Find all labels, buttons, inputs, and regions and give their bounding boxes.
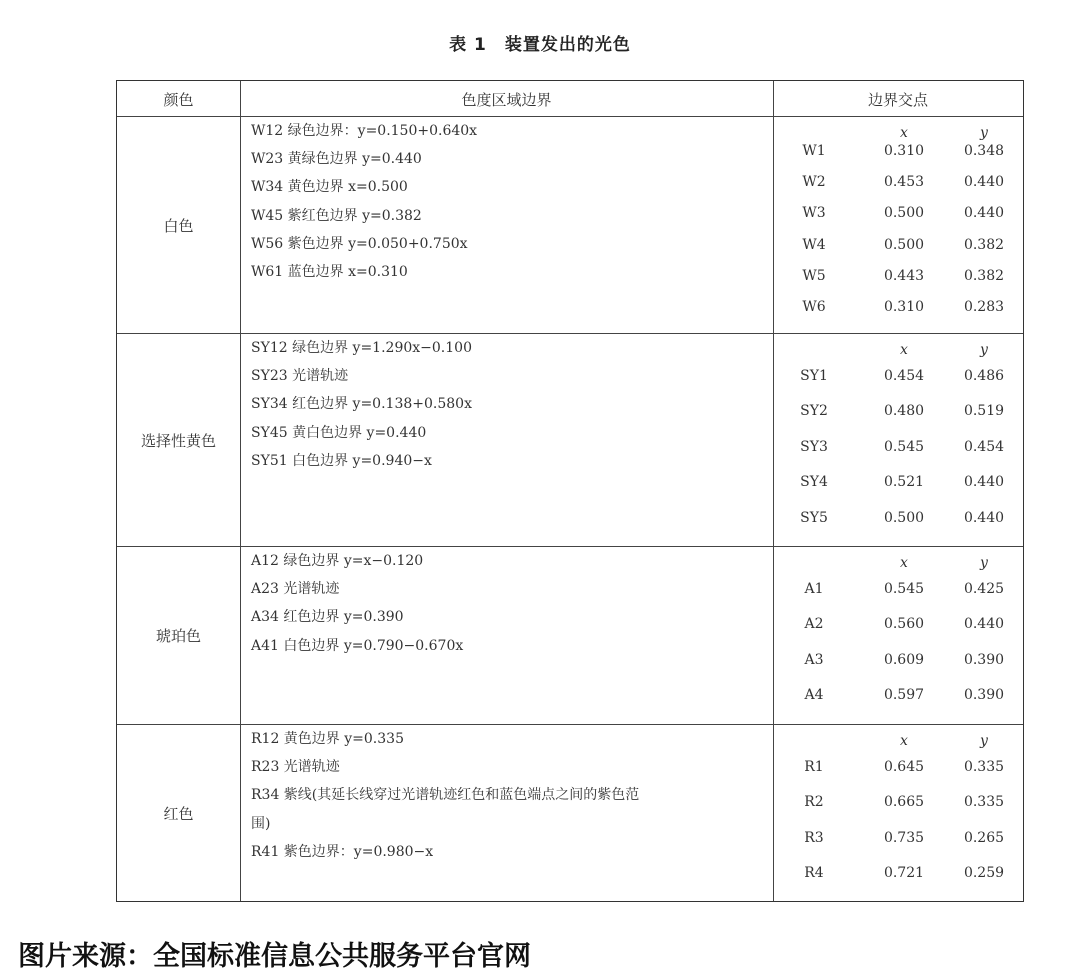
boundary-line: W23 黄绿色边界 y=0.440 (251, 151, 422, 168)
point-row (774, 685, 1024, 705)
point-x-value: 0.453 (883, 174, 925, 191)
point-x-value: 0.310 (883, 299, 925, 315)
boundary-line: SY51 白色边界 y=0.940−x (251, 452, 432, 469)
boundary-line: A34 红色边界 y=0.390 (251, 609, 404, 626)
point-id: W4 (802, 236, 826, 253)
axis-x-label: x (900, 125, 908, 141)
point-y-value: 0.382 (963, 267, 1005, 284)
point-row (774, 650, 1024, 670)
boundary-line: W45 紫红色边界 y=0.382 (251, 207, 422, 224)
header-intersection: 边界交点 (867, 91, 928, 109)
point-y-value: 0.440 (963, 616, 1005, 633)
boundary-line: W61 蓝色边界 x=0.310 (251, 263, 408, 280)
point-y-value: 0.382 (963, 236, 1005, 253)
point-y-value: 0.425 (963, 581, 1005, 597)
boundary-line: A12 绿色边界 y=x−0.120 (251, 553, 424, 569)
color-name-cell: 选择性黄色 (140, 431, 216, 450)
point-row (774, 172, 1024, 192)
color-name-cell: 红色 (163, 804, 194, 823)
point-x-value: 0.645 (883, 759, 925, 775)
point-y-value: 0.486 (963, 368, 1005, 384)
point-id: A4 (804, 687, 824, 704)
image-source-caption: 图片来源：全国标准信息公共服务平台官网 (18, 941, 531, 972)
boundary-line: W34 黄色边界 x=0.500 (251, 179, 408, 196)
point-y-value: 0.440 (963, 474, 1005, 491)
point-row (774, 366, 1024, 386)
color-boundary-table (116, 80, 1024, 902)
point-y-value: 0.265 (963, 829, 1005, 846)
boundary-list (251, 725, 771, 866)
table-title: 表 1 装置发出的光色 (449, 35, 631, 55)
point-y-value: 0.440 (963, 174, 1005, 191)
header-color: 颜色 (163, 91, 194, 109)
point-x-value: 0.721 (883, 865, 925, 882)
point-id: R2 (804, 794, 824, 811)
axis-header-row (774, 731, 1024, 751)
point-id: W3 (802, 205, 826, 222)
point-row (774, 266, 1024, 286)
point-x-value: 0.545 (883, 438, 925, 455)
point-x-value: 0.545 (883, 581, 925, 597)
axis-header-row (774, 553, 1024, 573)
point-row (774, 472, 1024, 492)
point-id: W2 (802, 174, 826, 191)
color-name-cell: 白色 (163, 216, 194, 235)
point-x-value: 0.500 (883, 509, 925, 526)
point-x-value: 0.443 (883, 267, 925, 284)
axis-y-label: y (980, 555, 988, 571)
point-y-value: 0.348 (963, 143, 1005, 159)
point-y-value: 0.259 (963, 865, 1005, 882)
boundary-line: A41 白色边界 y=0.790−0.670x (251, 637, 464, 654)
axis-x-label: x (900, 555, 908, 571)
point-id: A2 (804, 616, 824, 633)
point-y-value: 0.335 (963, 794, 1005, 811)
point-x-value: 0.521 (883, 474, 925, 491)
boundary-list (251, 117, 771, 286)
point-x-value: 0.560 (883, 616, 925, 633)
point-row (774, 863, 1024, 883)
axis-y-label: y (980, 125, 988, 141)
point-y-value: 0.390 (963, 651, 1005, 668)
boundary-line: R41 紫色边界：y=0.980−x (251, 843, 434, 860)
boundary-line: SY45 黄白色边界 y=0.440 (251, 424, 427, 441)
boundary-line: R34 紫线(其延长线穿过光谱轨迹红色和蓝色端点之间的紫色范 (251, 787, 640, 804)
point-x-value: 0.735 (883, 829, 925, 846)
boundary-list (251, 334, 771, 475)
point-x-value: 0.609 (883, 651, 925, 668)
point-id: SY2 (800, 403, 828, 420)
point-y-value: 0.390 (963, 687, 1005, 704)
boundary-line: SY12 绿色边界 y=1.290x−0.100 (251, 340, 472, 356)
boundary-line: SY23 光谱轨迹 (251, 368, 349, 385)
point-y-value: 0.335 (963, 759, 1005, 775)
point-id: SY1 (800, 368, 828, 384)
point-row (774, 437, 1024, 457)
boundary-line: 围) (251, 815, 271, 832)
point-y-value: 0.440 (963, 205, 1005, 222)
point-x-value: 0.500 (883, 236, 925, 253)
point-x-value: 0.454 (883, 368, 925, 384)
point-id: SY5 (800, 509, 828, 526)
point-row (774, 401, 1024, 421)
point-row (774, 828, 1024, 848)
point-row (774, 508, 1024, 528)
boundary-line: W56 紫色边界 y=0.050+0.750x (251, 235, 468, 252)
axis-y-label: y (980, 733, 988, 749)
point-row (774, 757, 1024, 777)
point-row (774, 203, 1024, 223)
axis-header-row (774, 123, 1024, 143)
point-id: R3 (804, 829, 824, 846)
point-row (774, 235, 1024, 255)
point-id: A1 (804, 581, 824, 597)
point-x-value: 0.480 (883, 403, 925, 420)
boundary-line: SY34 红色边界 y=0.138+0.580x (251, 396, 472, 413)
point-id: SY4 (800, 474, 828, 491)
point-row (774, 792, 1024, 812)
point-x-value: 0.310 (883, 143, 925, 159)
point-row (774, 141, 1024, 161)
point-id: SY3 (800, 438, 828, 455)
point-id: W1 (802, 143, 826, 159)
point-x-value: 0.500 (883, 205, 925, 222)
point-row (774, 614, 1024, 634)
point-id: A3 (804, 651, 824, 668)
axis-x-label: x (900, 733, 908, 749)
point-id: W5 (802, 267, 826, 284)
axis-y-label: y (980, 342, 988, 358)
boundary-line: W12 绿色边界：y=0.150+0.640x (251, 123, 478, 139)
point-y-value: 0.283 (963, 299, 1005, 315)
boundary-list (251, 547, 771, 660)
point-id: W6 (802, 299, 826, 315)
point-y-value: 0.440 (963, 509, 1005, 526)
point-id: R4 (804, 865, 824, 882)
point-x-value: 0.665 (883, 794, 925, 811)
column-divider (240, 81, 241, 901)
point-x-value: 0.597 (883, 687, 925, 704)
point-row (774, 297, 1024, 317)
point-y-value: 0.454 (963, 438, 1005, 455)
point-id: R1 (804, 759, 824, 775)
boundary-line: A23 光谱轨迹 (251, 581, 340, 598)
point-y-value: 0.519 (963, 403, 1005, 420)
axis-header-row (774, 340, 1024, 360)
color-name-cell: 琥珀色 (155, 627, 201, 645)
point-row (774, 579, 1024, 599)
boundary-line: R23 光谱轨迹 (251, 759, 340, 776)
header-boundary: 色度区域边界 (461, 91, 552, 109)
boundary-line: R12 黄色边界 y=0.335 (251, 731, 404, 747)
axis-x-label: x (900, 342, 908, 358)
